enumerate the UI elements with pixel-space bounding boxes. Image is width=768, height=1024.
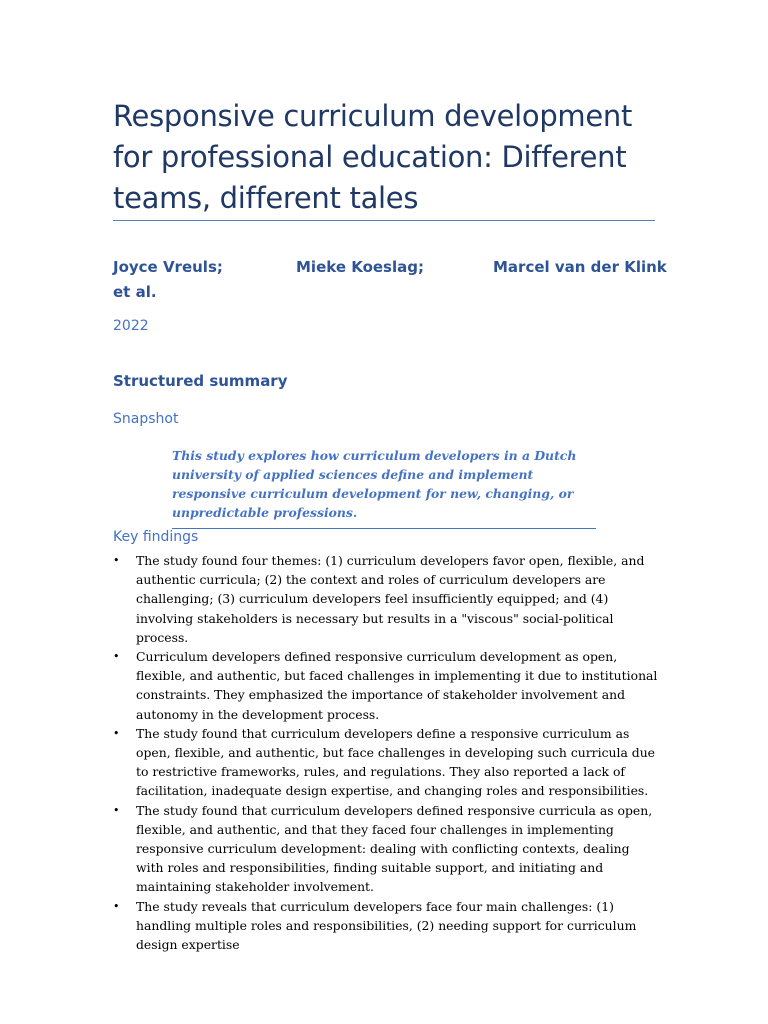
key-findings-heading: Key findings [113, 529, 199, 545]
key-finding-item [113, 724, 658, 801]
key-finding-item [113, 801, 658, 897]
snapshot-quote: This study explores how curriculum developers in a Dutch university of applied sciences define and implement responsive curriculum development for new, changing, or unpredictable professions. [172, 446, 596, 529]
document-title: Responsive curriculum development for professional education: Different teams, different tales [113, 99, 633, 215]
bullet-icon: • [113, 726, 120, 740]
authors-et-al: et al. [113, 283, 157, 301]
title-divider [113, 220, 655, 221]
key-finding-text: The study found that curriculum developers defined responsive curricula as open, flexible, and authentic, and that they faced four challenges in implementing responsive curriculum development: dealing with conflicting contexts, dealing with roles and responsibilities, finding suitable support, and initiating and maintaining stakeholder involvement. [136, 802, 653, 895]
bullet-icon: • [113, 554, 120, 567]
key-finding-text: The study reveals that curriculum developers face four main challenges: (1) handling multiple roles and responsibilities, (2) needing support for curriculum design expertise [136, 898, 637, 953]
author-1: Joyce Vreuls; [113, 258, 223, 276]
key-finding-text: The study found that curriculum developers define a responsive curriculum as open, flexible, and authentic, but face challenges in developing such curricula due to restrictive frameworks, rules, and regulations. They also reported a lack of facilitation, inadequate design expertise, and changing roles and responsibilities. [136, 725, 656, 799]
key-finding-text: The study found four themes: (1) curriculum developers favor open, flexible, and authentic curricula; (2) the context and roles of curriculum developers are challenging; (3) curriculum developers feel insufficiently equipped; and (4) involving stakeholders is necessary but results in a "viscous" social-political process. [136, 553, 645, 645]
key-findings-list [113, 551, 658, 954]
bullet-icon: • [113, 650, 120, 664]
publication-year: 2022 [113, 318, 149, 334]
key-finding-text: Curriculum developers defined responsive curriculum development as open, flexible, and authentic, but faced challenges in implementing it due to institutional constraints. They emphasized the importance of stakeholder involvement and autonomy in the development process. [136, 649, 658, 722]
snapshot-heading: Snapshot [113, 411, 179, 427]
bullet-icon: • [113, 899, 120, 913]
author-2: Mieke Koeslag; [296, 258, 424, 276]
bullet-icon: • [113, 803, 120, 817]
key-finding-item [113, 647, 658, 724]
structured-summary-heading: Structured summary [113, 372, 288, 390]
key-finding-item [113, 897, 658, 955]
author-3: Marcel van der Klink [493, 258, 667, 276]
key-finding-item [113, 551, 658, 647]
